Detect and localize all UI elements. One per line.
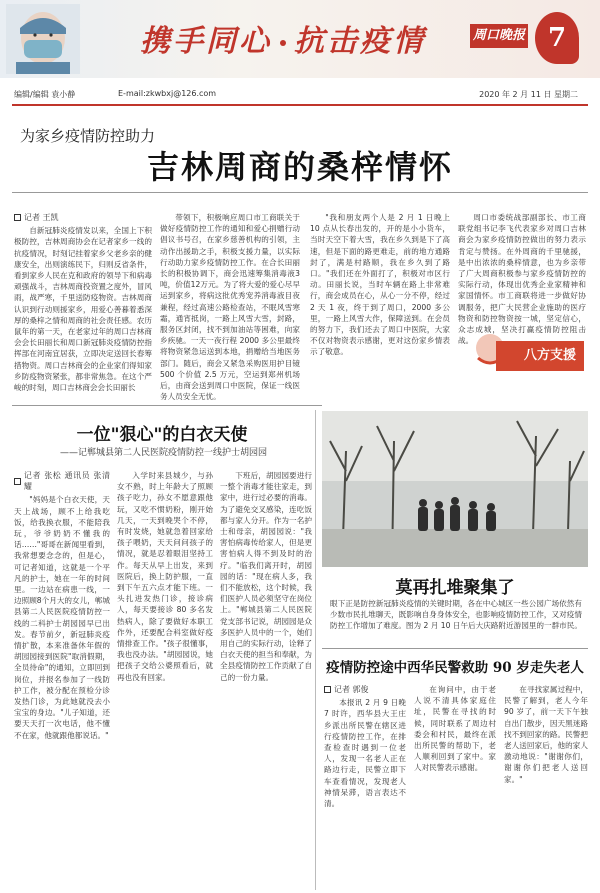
story4-column-3-text: 在寻找家属过程中，民警了解到，老人今年 90 岁了，前一天下午独自出门散步，因天黑迷路找不到回家的路。民警把老人送回家后，他的家人激动地说："谢谢你们，谢谢你们把老人送回家。" xyxy=(504,685,588,784)
slogan-part-2: 抗击疫情 xyxy=(294,24,426,59)
story1-kicker: 为家乡疫情防控助力 xyxy=(20,127,156,145)
story1-headline: 吉林周商的桑梓情怀 xyxy=(146,148,453,186)
header-rule xyxy=(12,104,588,106)
story4-headline: 疫情防控途中西华民警救助 90 岁走失老人 xyxy=(326,660,584,676)
byline-square-icon xyxy=(14,214,21,221)
story4-column-2 xyxy=(414,684,496,888)
story2-headline: 一位"狠心"的白衣天使 xyxy=(76,425,248,445)
story1-column-3 xyxy=(310,212,450,400)
column-badge: 八方支援 xyxy=(496,341,584,371)
column-divider xyxy=(315,410,316,890)
story4-column-3 xyxy=(504,684,588,888)
story4-column-1 xyxy=(324,684,406,888)
issue-date: 2020 年 2 月 11 日 星期二 xyxy=(479,90,578,99)
story4-column-2-text: 在询问中，由于老人说不清具体家庭住址，民警在寻找的时候，同时联系了周边村委会和村民，最终在派出所民警的帮助下，老人顺利回到了家中。家人对民警表示感谢。 xyxy=(414,685,496,773)
story1-column-4 xyxy=(458,212,586,346)
nurse-portrait-image xyxy=(6,4,80,74)
page-slogan xyxy=(140,16,426,60)
story2-column-1-text: "妈妈是个白衣天使，天天上战场，顾不上给我吃饭，给我换衣服，不能陪我玩，爷爷奶奶不懂我的话……"哥哥在新闻里看到，我常想要念念的，但是心，可记者知道，这就是一个平凡的护士，她在一年的时间里。一边站在病患一线，一边照顾8个月大的女儿，郸城县第二人民医院疫情防控一线的二科护士胡园园早已出发。春节前夕，新冠肺炎疫情扩散，本来准备休年假的胡园园接到医院"取消假期，全员待命"的通知，立即回到岗位，并报名参加了一线防护工作，被分配在预检分诊发热门诊，为此她就没去小宝宝的身边。"儿子知道，还要天天打一次电话，他不懂不在家，他就跟他都说话。" xyxy=(14,495,110,740)
park-gathering-photo xyxy=(322,411,588,567)
story2-column-2-text: 入学时来县城少，与孙女不熟，时上年龄大了照顾孩子吃力，孙女不愿意跟他玩，又吃不惯奶粉，刚开始几天，一天到晚哭个不停，有时发烧，她就急着回家给孩子喂奶，天天问问孩子的情况，就是忍着眼泪坚持工作。每天从早上出发，来到医院后，换上防护服，一直到下午五六点才能下班。一头扎进发热门诊，接诊病人，每天要接诊 80 多名发热病人，除了要做好本职工作外，还要配合科室做好疫情排查工作。"孩子很懂事，我也没办法。"胡园园说，她把孩子交给公婆照看后，就再也没有回家。 xyxy=(117,471,213,682)
editor-email: E-mail:zkwbxj@126.com xyxy=(118,89,217,98)
story2-column-3 xyxy=(220,470,312,888)
slogan-dot xyxy=(280,40,286,46)
story2-column-3-text: 下班后，胡园园要进行一整个消毒才能往家走，到家中，进行过必要的消毒。为了避免交叉感染，连吃饭都与家人分开。作为一名护士和母亲，胡园园说："我害怕病毒传给家人，但是更害怕病人得不到及时的治疗。"临我们离开时，胡园园的话："现在病人多，我们不能放松，这个时候，我们医护人员必须坚守在岗位上。"郸城县第二人民医院党支部书记说，胡园园是众多医护人员中的一个，她们用自己的实际行动，诠释了白衣天使的担当和奉献，为全县疫情防控工作贡献了自己的一份力量。 xyxy=(220,471,312,682)
slogan-part-1: 携手同心 xyxy=(140,24,272,59)
story1-byline: 记者 王凯 xyxy=(14,212,152,223)
story4-column-1-text: 本报讯 2 月 9 日晚 7 时许，西华县大王庄乡派出所民警在辖区进行疫情防控工作，在排查检查时遇到一位老人，发现一名老人正在路边行走，民警立即下车查看情况，发现老人神情呆滞，语言表达不清。 xyxy=(324,698,406,809)
story2-column-1 xyxy=(14,470,110,888)
byline-square-icon xyxy=(14,478,21,485)
story4-byline: 记者 郭俊 xyxy=(324,684,406,695)
story2-byline: 记者 张松 通讯员 张清耀 xyxy=(14,470,110,492)
story2-subhead: ——记郸城县第二人民医院疫情防控一线护士胡园园 xyxy=(60,448,268,458)
editor-credit: 编辑/编辑 袁小静 xyxy=(14,90,76,99)
story1-column-4-text: 周口市委统战部副部长、市工商联党组书记李飞代表家乡对周口吉林商会为家乡疫情防控做出的努力表示肯定与赞扬。在外周商的千里驰援，是中出浓浓的桑梓情意，也为乡亲带了广大周商积极参与家乡疫情防控的实际行动，体现出优秀企业家精神和家国情怀。市工商联将进一步做好协调服务，把广大民营企业施助的医疗物资和防控物资按一城，坚定信心，众志成城，坚决打赢疫情防控阻击战。 xyxy=(458,213,586,346)
story1-column-1-text: 自新冠肺炎疫情发以来，全国上下积极防控，吉林周商协会在记者家乡一线的抗疫情况，时刻记挂着家乡父老乡亲的健康安全，出则演练民下，归则反省条件，看到家乡人民在克和政府的领导下和病毒顽强战斗，吉林周商投资置之度外，冒风雨，战严寒，千里送防疫物资。吉林周商认识到行动则援家乡，用爱心善暮着悉深厚的桑梓之情和周商的社会责任感。农历鼠年的第一天，在老家过年的周口吉林商会会长田丽长和周口新冠肺炎疫情防控指挥部在河南宜居获，立即决定送回长春筹措物资。周口吉林商会的企业家们得知家乡防疫物资紧张，都非常焦急。在这个严峻的时刻，周口吉林商会会长田丽长 xyxy=(14,226,152,393)
story1-column-2 xyxy=(160,212,300,400)
masthead xyxy=(0,0,600,78)
story4-rule xyxy=(322,648,588,649)
page-number-badge: 7 xyxy=(535,12,579,64)
story1-column-2-text: 带领下，积极响应周口市工商联关于做好疫情防控工作的通知和爱心捐赠行动倡议书号召，在家乡慈善机构的引领，主动作出援助之手，积极支援力量，以实际行动助力家乡疫情防控工作。在合长田丽长的积极协调下，商会迅速筹集消毒液3吨，价值12万元。为了将大爱的爱心尽早运到家乡，将病这批优秀宠养消毒液目夜兼程，经过高速公路检查站，不眠风雪寒霜，通宵抵岗，一路上风雪大雪，封路，服务区封闭，找不到加油站等困难，向家乡疾驰。一天一夜行程 2000 多公里最终将物资紧急运送到本地，捐赠给当地医务部门。随后，商会又紧急采购医用护目镜 500 个价值 2.5 万元，空运到郑州机场后，由商会送到周口中医院，保证一线医务人员安全无忧。 xyxy=(160,213,300,402)
photo-headline: 莫再扎堆聚集了 xyxy=(395,578,515,598)
story2-rule xyxy=(12,405,322,406)
paper-logo: 周口晚报 xyxy=(470,24,528,48)
story2-column-2 xyxy=(117,470,213,888)
info-bar xyxy=(0,86,600,102)
story1-column-1 xyxy=(14,212,152,400)
story1-column-3-text: "我和朋友两个人是 2 月 1 日晚上 10 点从长春出发的，开的是小小货车，当时天空下着大雪，我在乡久到是下了高速，但是下面的路更难走，前的地方通路封了，满是村路顺，我在乡久到了路口。"我们还在外面打了，积极对市区行动。田丽长说，当时车辆在路上非常难行，商会成员在心，从心一分不停，经过 2 天 1 夜，终于到了周口，2000 多公里，一路上风雪大作，保障送到。在会员的努力下，我们还去了周口中医院，大家不仅对物资表示感谢，更对这份家乡情表示了敬意。 xyxy=(310,213,450,357)
story1-rule xyxy=(12,192,588,193)
byline-square-icon xyxy=(324,686,331,693)
photo-caption: 眼下正是防控新冠肺炎疫情的关键时期，各在中心城区一些公园广场依然有少数市民扎堆聊天，既影响自身身体安全，也影响疫情防控工作，又对疫情防控工作增加了难度。图为 2 月 10 日午后大庆路附近游园里的一群市民。 xyxy=(330,599,582,630)
